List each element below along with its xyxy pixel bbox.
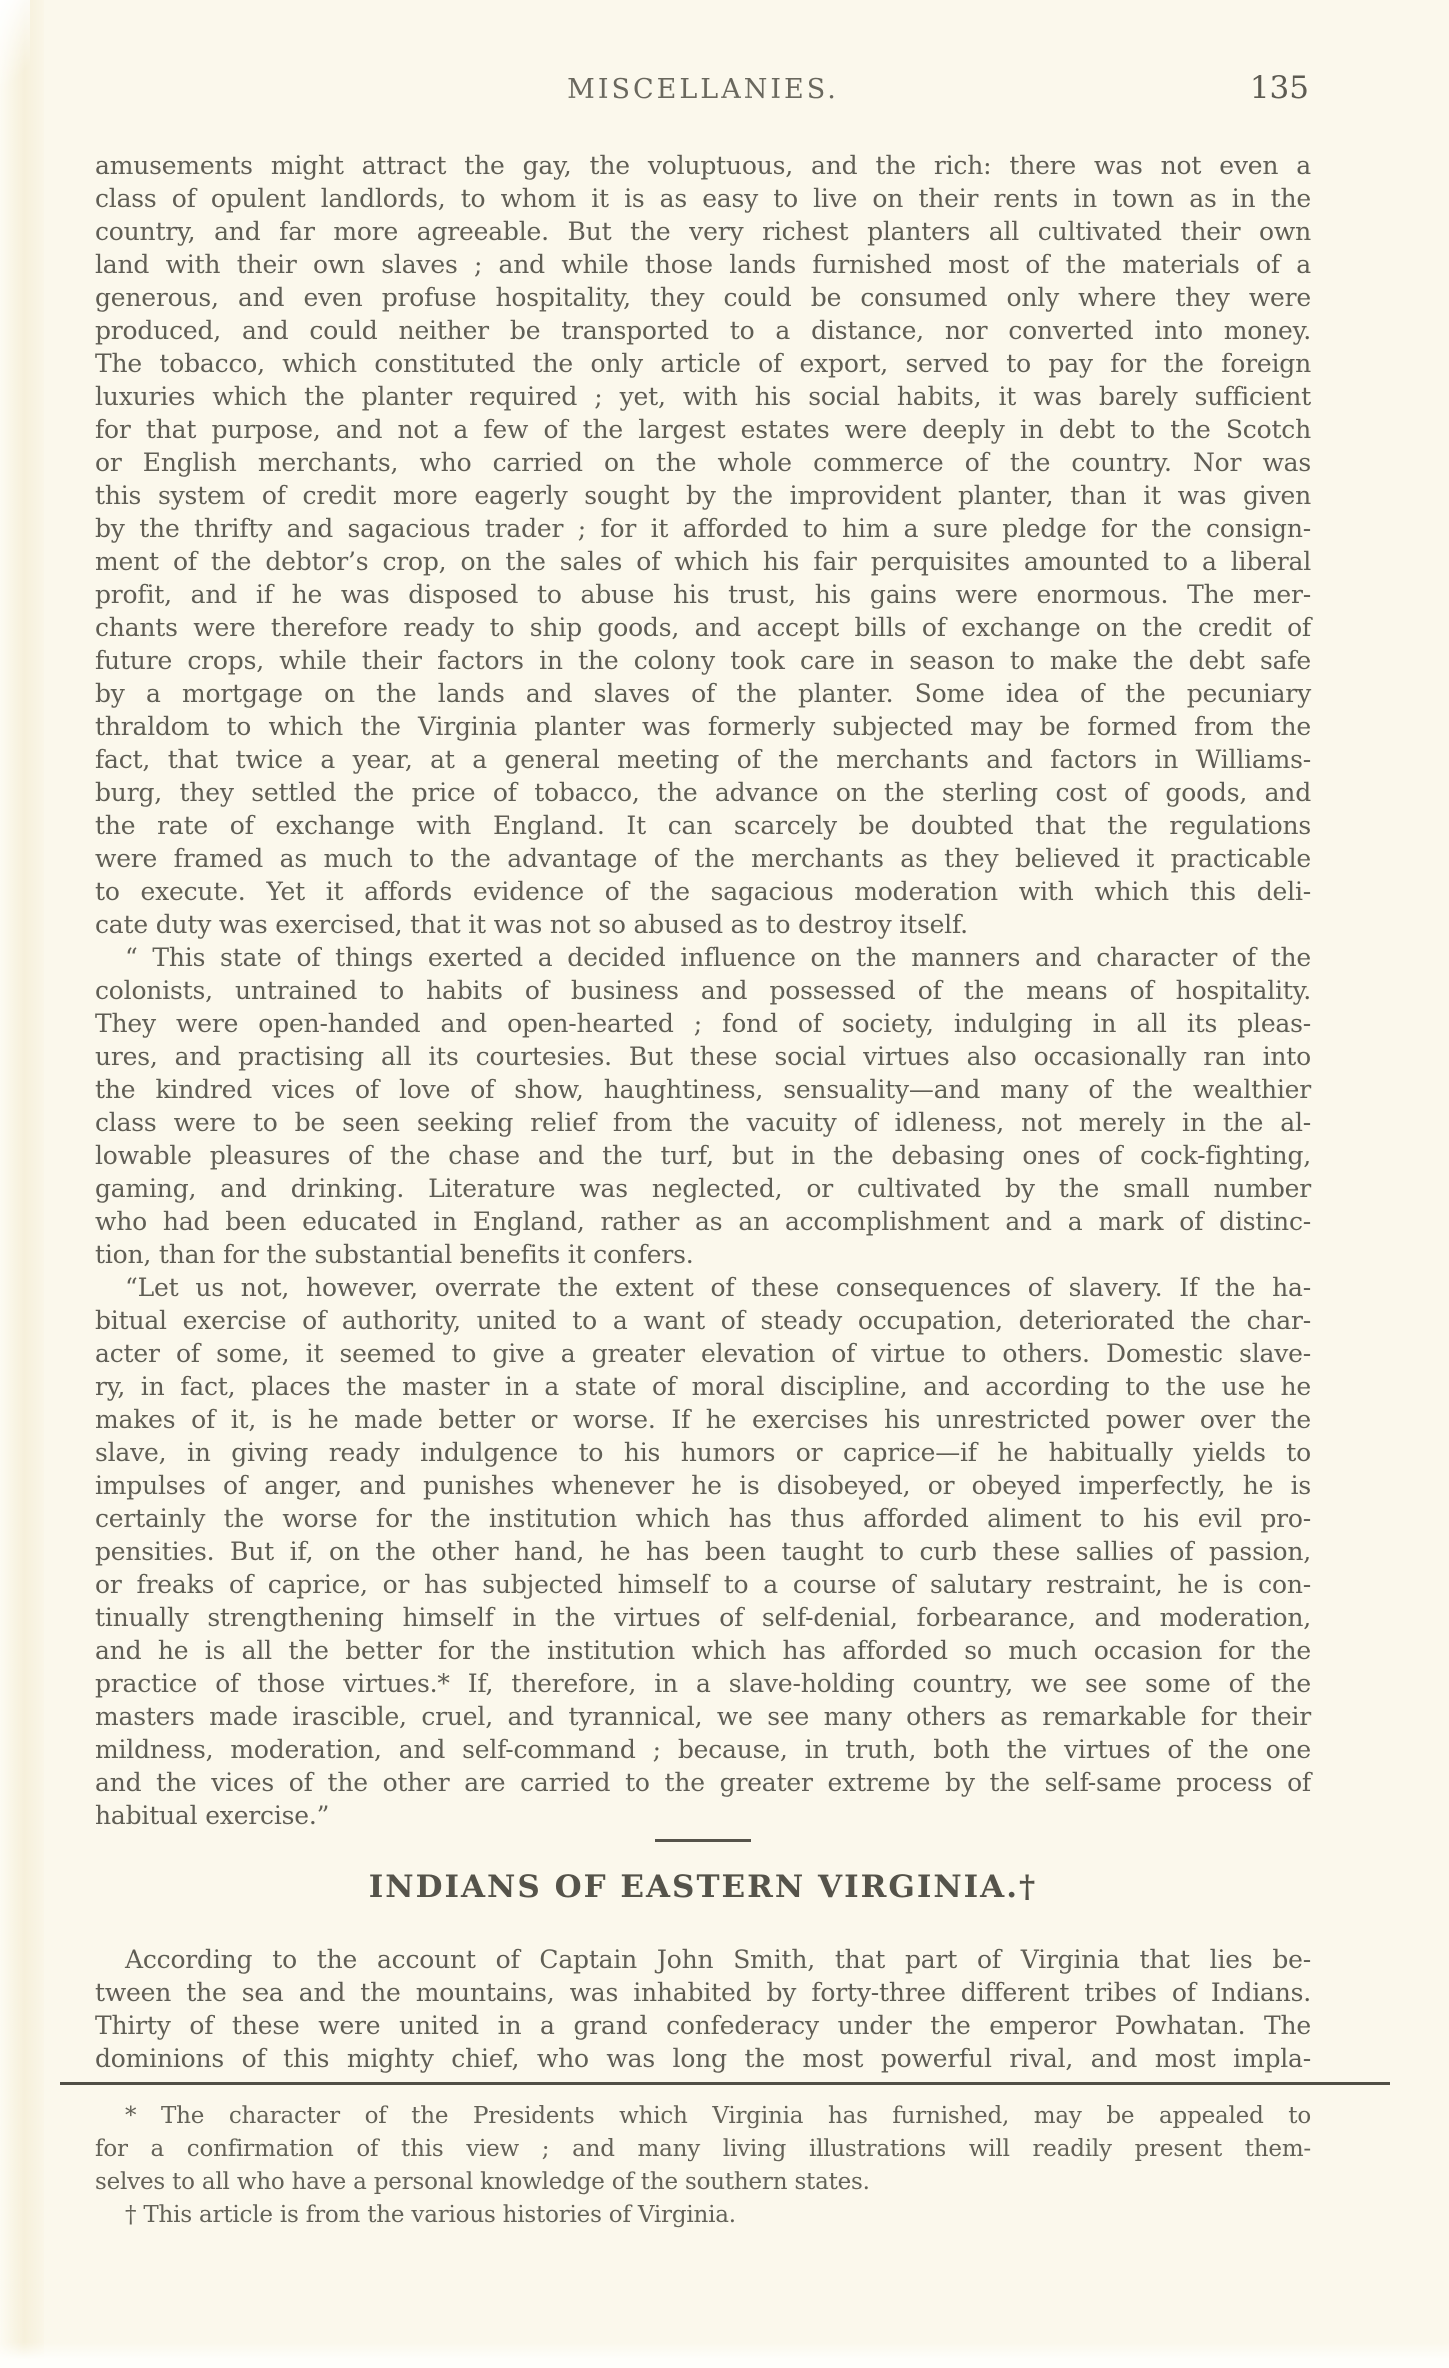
text-line: “Let us not, however, overrate the extent of these consequences of slavery. If the ha- (125, 1273, 1311, 1302)
page-left-edge (0, 0, 44, 2368)
text-line: colonists, untrained to habits of business and possessed of the means of hospitality. (95, 976, 1311, 1005)
text-line: for a confirmation of this view ; and many living illustrations will readily present them- (95, 2136, 1311, 2162)
text-line: acter of some, it seemed to give a greater elevation of virtue to others. Domestic slave- (95, 1339, 1311, 1368)
text-line: thraldom to which the Virginia planter was formerly subjected may be formed from the (95, 712, 1311, 741)
text-line: ry, in fact, places the master in a state of moral discipline, and according to the use he (95, 1372, 1311, 1401)
text-line: future crops, while their factors in the colony took care in season to make the debt safe (95, 646, 1311, 675)
text-line: amusements might attract the gay, the voluptuous, and the rich: there was not even a (95, 151, 1311, 180)
text-line: practice of those virtues.* If, therefore, in a slave-holding country, we see some of the (95, 1669, 1311, 1698)
text-line: tween the sea and the mountains, was inhabited by forty-three different tribes of Indians. (95, 1978, 1311, 2007)
text-line: tinually strengthening himself in the virtues of self-denial, forbearance, and moderation, (95, 1603, 1311, 1632)
footnote-rule (60, 2082, 1390, 2085)
text-line: ures, and practising all its courtesies. But these social virtues also occasionally ran into (95, 1042, 1311, 1071)
text-line: generous, and even profuse hospitality, they could be consumed only where they were (95, 283, 1311, 312)
text-line: and the vices of the other are carried to the greater extreme by the self-same process of (95, 1768, 1311, 1797)
paragraph (95, 2100, 1311, 2199)
text-line: The tobacco, which constituted the only article of export, served to pay for the foreign (95, 349, 1311, 378)
text-line: country, and far more agreeable. But the very richest planters all cultivated their own (95, 217, 1311, 246)
text-line: class were to be seen seeking relief from the vacuity of idleness, not merely in the al- (95, 1108, 1311, 1137)
section-heading: INDIANS OF EASTERN VIRGINIA.† (368, 1869, 1038, 1905)
text-line: makes of it, is he made better or worse. If he exercises his unrestricted power over the (95, 1405, 1311, 1434)
text-line: who had been educated in England, rather as an accomplishment and a mark of distinc- (95, 1207, 1311, 1236)
text-line: luxuries which the planter required ; yet, with his social habits, it was barely sufficient (95, 382, 1311, 411)
text-line: masters made irascible, cruel, and tyrannical, we see many others as remarkable for their (95, 1702, 1311, 1731)
text-line: by the thrifty and sagacious trader ; for it afforded to him a sure pledge for the consign- (95, 514, 1311, 543)
page-bottom-edge (0, 2342, 1449, 2368)
paragraph (95, 1943, 1311, 2075)
text-line: fact, that twice a year, at a general meeting of the merchants and factors in Williams- (95, 745, 1311, 774)
text-line: habitual exercise.” (95, 1801, 330, 1830)
text-line: the kindred vices of love of show, haughtiness, sensuality—and many of the wealthier (95, 1075, 1311, 1104)
text-line: gaming, and drinking. Literature was neglected, or cultivated by the small number (95, 1174, 1311, 1203)
text-line: burg, they settled the price of tobacco, the advance on the sterling cost of goods, and (95, 778, 1311, 807)
text-line: profit, and if he was disposed to abuse his trust, his gains were enormous. The mer- (95, 580, 1311, 609)
text-line: ment of the debtor’s crop, on the sales of which his fair perquisites amounted to a liberal (95, 547, 1311, 576)
text-line: “ This state of things exerted a decided influence on the manners and character of the (125, 943, 1311, 972)
text-line: for that purpose, and not a few of the largest estates were deeply in debt to the Scotch (95, 415, 1311, 444)
text-line: impulses of anger, and punishes whenever he is disobeyed, or obeyed imperfectly, he is (95, 1471, 1311, 1500)
text-line: bitual exercise of authority, united to a want of steady occupation, deteriorated the char- (95, 1306, 1311, 1335)
text-line: According to the account of Captain John Smith, that part of Virginia that lies be- (125, 1945, 1311, 1974)
text-line: Thirty of these were united in a grand confederacy under the emperor Powhatan. The (95, 2011, 1311, 2040)
running-head: MISCELLANIES. (567, 74, 839, 105)
paragraph (95, 2199, 1311, 2232)
text-line: pensities. But if, on the other hand, he has been taught to curb these sallies of passion, (95, 1537, 1311, 1566)
section-divider-rule (655, 1839, 751, 1842)
paragraph (95, 1271, 1311, 1832)
text-line: produced, and could neither be transported to a distance, nor converted into money. (95, 316, 1311, 345)
text-line: were framed as much to the advantage of the merchants as they believed it practicable (95, 844, 1311, 873)
page-number: 135 (1249, 70, 1309, 106)
text-line: selves to all who have a personal knowledge of the southern states. (95, 2169, 870, 2195)
text-line: † This article is from the various histories of Virginia. (125, 2202, 736, 2228)
text-line: land with their own slaves ; and while those lands furnished most of the materials of a (95, 250, 1311, 279)
body-paragraphs (95, 149, 1311, 1832)
text-line: or English merchants, who carried on the whole commerce of the country. Nor was (95, 448, 1311, 477)
text-line: dominions of this mighty chief, who was long the most powerful rival, and most impla- (95, 2044, 1311, 2073)
text-line: the rate of exchange with England. It can scarcely be doubted that the regulations (95, 811, 1311, 840)
text-line: certainly the worse for the institution which has thus afforded aliment to his evil pro- (95, 1504, 1311, 1533)
text-line: or freaks of caprice, or has subjected himself to a course of salutary restraint, he is con- (95, 1570, 1311, 1599)
text-line: tion, than for the substantial benefits it confers. (95, 1240, 694, 1269)
text-line: this system of credit more eagerly sought by the improvident planter, than it was given (95, 481, 1311, 510)
page-corner-highlight (0, 0, 30, 90)
text-line: class of opulent landlords, to whom it is as easy to live on their rents in town as in the (95, 184, 1311, 213)
text-line: slave, in giving ready indulgence to his humors or caprice—if he habitually yields to (95, 1438, 1311, 1467)
text-line: cate duty was exercised, that it was not so abused as to destroy itself. (95, 910, 968, 939)
paragraph (95, 149, 1311, 941)
text-line: lowable pleasures of the chase and the turf, but in the debasing ones of cock-fighting, (95, 1141, 1311, 1170)
text-line: by a mortgage on the lands and slaves of the planter. Some idea of the pecuniary (95, 679, 1311, 708)
text-line: * The character of the Presidents which Virginia has furnished, may be appealed to (125, 2103, 1311, 2129)
section-paragraphs (95, 1943, 1311, 2075)
text-column (95, 0, 1311, 2232)
text-line: mildness, moderation, and self-command ; because, in truth, both the virtues of the one (95, 1735, 1311, 1764)
footnotes (95, 2100, 1311, 2232)
text-line: to execute. Yet it affords evidence of the sagacious moderation with which this deli- (95, 877, 1311, 906)
text-line: chants were therefore ready to ship goods, and accept bills of exchange on the credit of (95, 613, 1311, 642)
paragraph (95, 941, 1311, 1271)
text-line: They were open-handed and open-hearted ; fond of society, indulging in all its pleas- (95, 1009, 1311, 1038)
page-header (95, 70, 1311, 108)
text-line: and he is all the better for the institution which has afforded so much occasion for the (95, 1636, 1311, 1665)
